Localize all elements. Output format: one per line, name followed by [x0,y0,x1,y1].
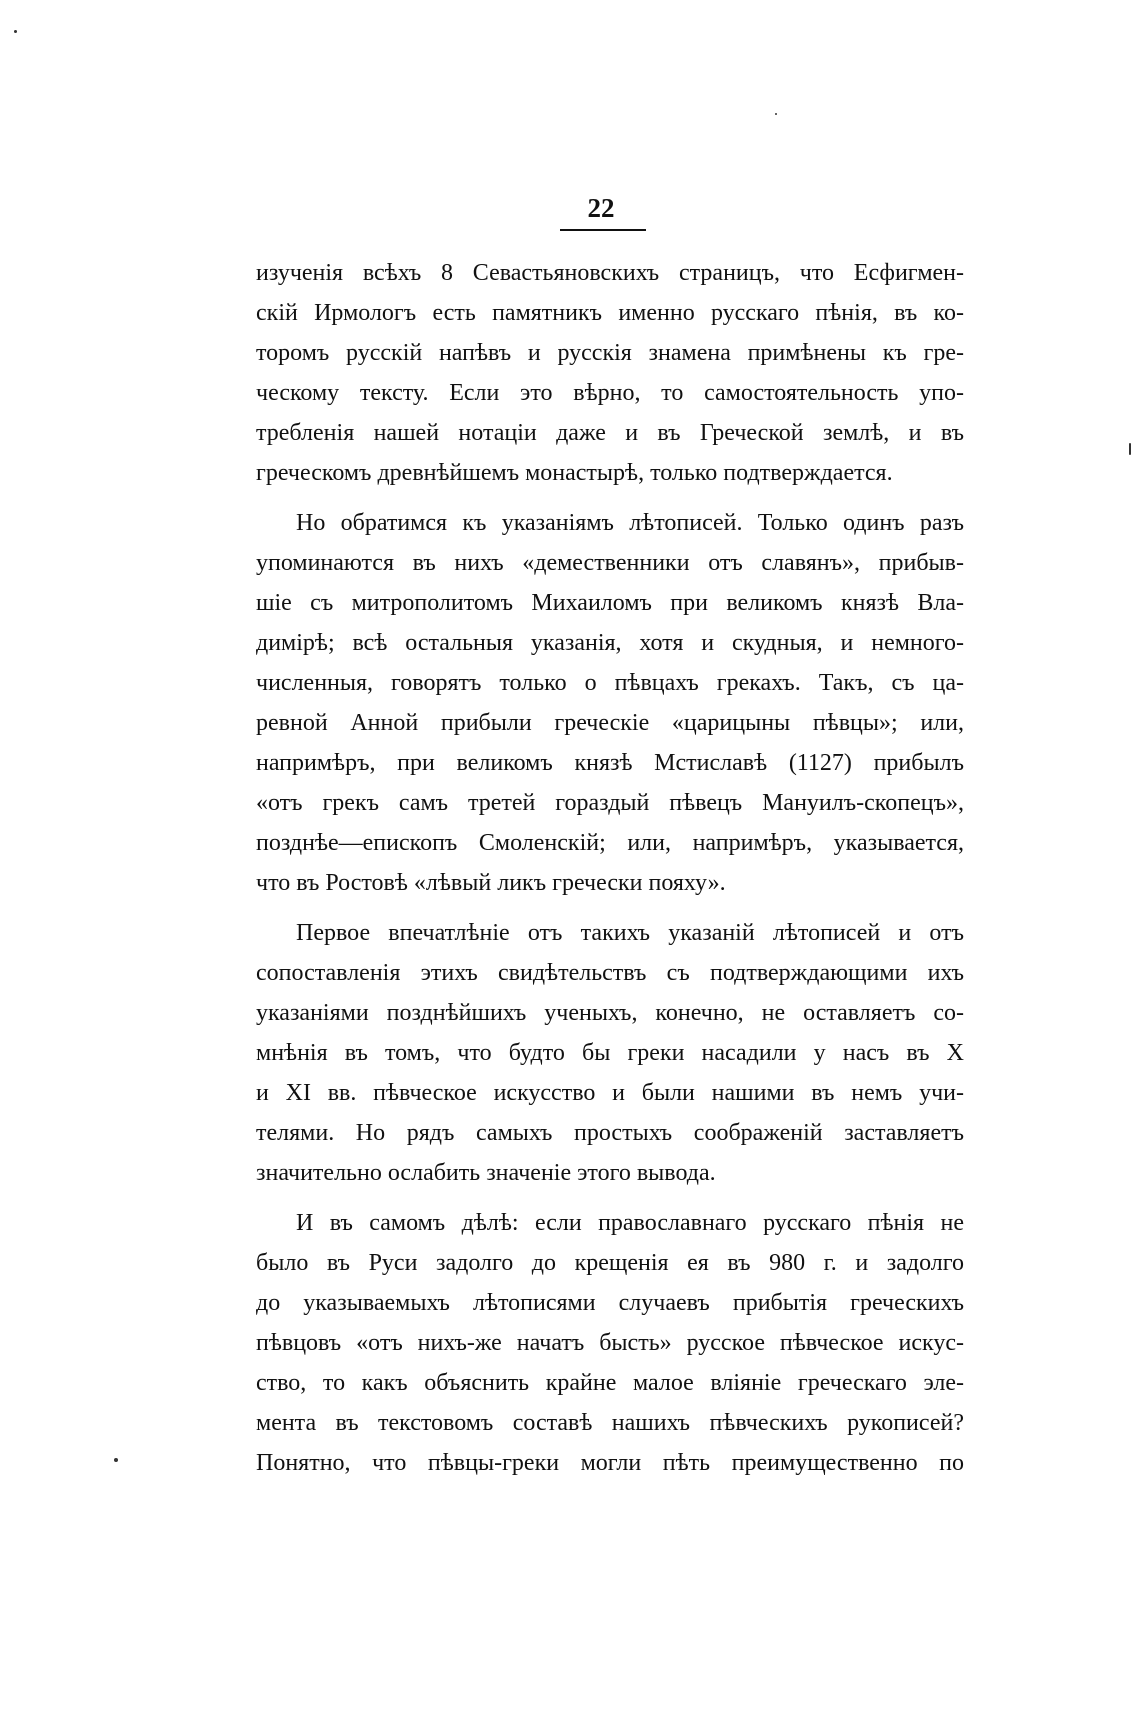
text-line: до указываемыхъ лѣтописями случаевъ прибытія греческихъ [256,1290,964,1316]
text-line: что въ Ростовѣ «лѣвый ликъ гречески пояху». [256,870,726,896]
scan-speck [1129,443,1131,455]
text-line: ство, то какъ объяснить крайне малое вліяніе греческаго эле- [256,1370,964,1396]
text-line: ревной Анной прибыли греческіе «царицыны пѣвцы»; или, [256,710,964,736]
text-line: пѣвцовъ «отъ нихъ-же начатъ бысть» русское пѣвческое искус- [256,1330,964,1356]
text-line: И въ самомъ дѣлѣ: если православнаго русскаго пѣнія не [296,1210,964,1236]
page-number-rule [560,229,646,231]
text-line: указаніями позднѣйшихъ ученыхъ, конечно, не оставляетъ со- [256,1000,964,1026]
text-line: торомъ русскій напѣвъ и русскія знамена примѣнены къ гре- [256,340,964,366]
text-line: напримѣръ, при великомъ князѣ Мстиславѣ (1127) прибылъ [256,750,964,776]
text-line: и XI вв. пѣвческое искусство и были нашими въ немъ учи- [256,1080,964,1106]
paragraph-2 [256,503,964,903]
text-line: мнѣнія въ томъ, что будто бы греки насадили у насъ въ X [256,1040,964,1066]
text-line: позднѣе—епископъ Смоленскій; или, напримѣръ, указывается, [256,830,964,856]
text-line: Первое впечатлѣніе отъ такихъ указаній лѣтописей и отъ [296,920,964,946]
text-line: значительно ослабить значеніе этого вывода. [256,1160,716,1186]
text-line: скій Ирмологъ есть памятникъ именно русскаго пѣнія, въ ко- [256,300,964,326]
text-line: численныя, говорятъ только о пѣвцахъ грекахъ. Такъ, съ ца- [256,670,964,696]
paragraph-4 [256,1203,964,1483]
text-line: ческому тексту. Если это вѣрно, то самостоятельность упо- [256,380,964,406]
text-line: Но обратимся къ указаніямъ лѣтописей. Только одинъ разъ [296,510,964,536]
paragraph-3 [256,913,964,1193]
text-line: димірѣ; всѣ остальныя указанія, хотя и скудныя, и немного- [256,630,964,656]
scan-speck [775,113,777,115]
text-line: требленія нашей нотаціи даже и въ Греческой землѣ, и въ [256,420,964,446]
paragraph-1 [256,253,964,493]
text-line: Понятно, что пѣвцы-греки могли пѣть преимущественно по [256,1450,964,1476]
text-line: греческомъ древнѣйшемъ монастырѣ, только подтверждается. [256,460,893,486]
scan-speck [14,30,17,33]
text-line: шіе съ митрополитомъ Михаиломъ при великомъ князѣ Вла- [256,590,964,616]
page-number: 22 [587,193,615,223]
body-text [256,253,964,1483]
text-line: мента въ текстовомъ составѣ нашихъ пѣвческихъ рукописей? [256,1410,964,1436]
scan-speck [114,1458,118,1462]
text-line: упоминаются въ нихъ «демественники отъ славянъ», прибыв- [256,550,964,576]
text-line: было въ Руси задолго до крещенія ея въ 980 г. и задолго [256,1250,964,1276]
text-line: сопоставленія этихъ свидѣтельствъ съ подтверждающими ихъ [256,960,964,986]
text-line: изученія всѣхъ 8 Севастьяновскихъ страницъ, что Есфигмен- [256,260,964,286]
text-line: «отъ грекъ самъ третей гораздый пѣвецъ Мануилъ-скопецъ», [256,790,964,816]
text-line: телями. Но рядъ самыхъ простыхъ соображеній заставляетъ [256,1120,964,1146]
